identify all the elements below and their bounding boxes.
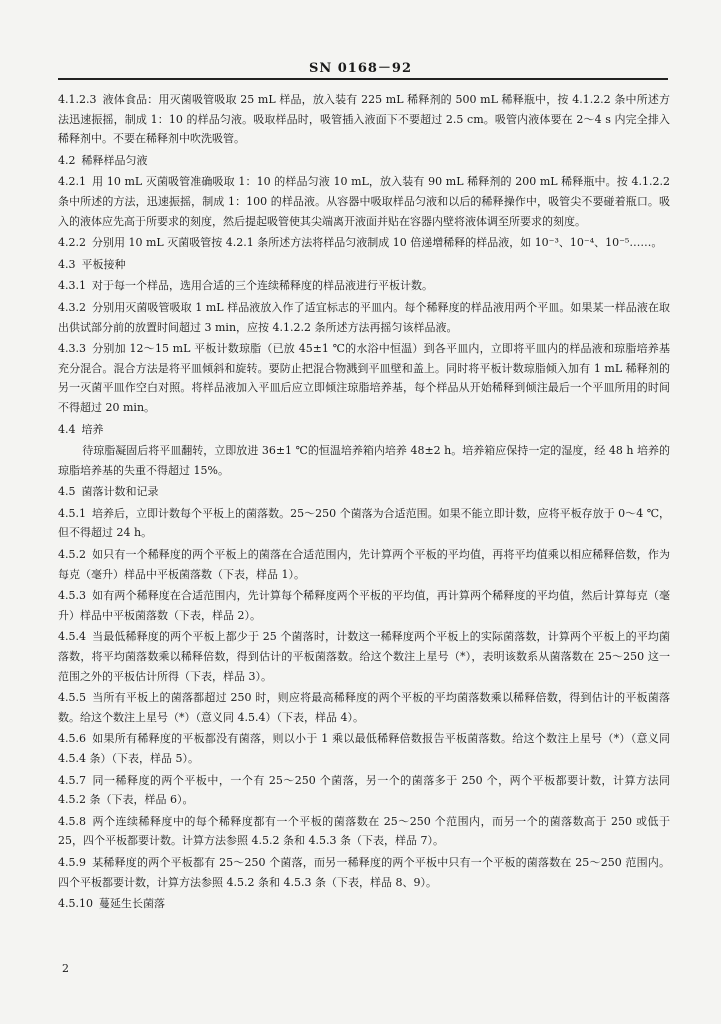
page-number: 2 (62, 962, 69, 975)
clause-number: 4.3.3 (58, 342, 86, 356)
clause-item (58, 90, 670, 149)
clause-number: 4.4 (58, 422, 76, 436)
section-heading (58, 482, 670, 502)
clause-text: 用 10 mL 灭菌吸管准确吸取 1：10 的样品匀液 10 mL，放入装有 90 mL 稀释剂的 200 mL 稀释瓶中。按 4.1.2.2 条中所述的方法，迅速振摇，制成 1：100 的样品液。从容器中吸取样品匀液和以后的稀释操作中，吸管尖不要碰着瓶口。吸入的液体应先高于所要求的刻度，然后提起吸管使其尖端离开液面并贴在容器内壁将液体调至所要求的刻度。 (58, 175, 670, 228)
clause-number: 4.1.2.3 (58, 93, 97, 106)
clause-item (58, 298, 670, 337)
clause-number: 4.3 (58, 257, 76, 271)
clause-item (58, 627, 670, 686)
clause-number: 4.5.6 (58, 732, 86, 746)
clause-text: 如有两个稀释度在合适范围内，先计算每个稀释度两个平板的平均值，再计算两个稀释度的平均值，然后计算每克（毫升）样品中平板菌落数（下表，样品 2）。 (58, 589, 670, 622)
section-heading (58, 255, 670, 275)
clause-text: 某稀释度的两个平板都有 25～250 个菌落，而另一稀释度的两个平板中只有一个平板的菌落数在 25～250 范围内。四个平板都要计数，计算方法参照 4.5.2 条和 4.5.3 条（下表，样品 8、9）。 (58, 855, 670, 889)
clause-number: 4.5.2 (58, 548, 86, 562)
standard-header: SN 0168－92 (308, 61, 413, 76)
clause-number: 4.2.1 (58, 175, 86, 189)
clause-text: 待琼脂凝固后将平皿翻转，立即放进 36±1 ℃的恒温培养箱内培养 48±2 h。培养箱应保持一定的湿度，经 48 h 培养的琼脂培养基的失重不得超过 15%。 (58, 444, 670, 477)
clause-text: 当所有平板上的菌落都超过 250 时，则应将最高稀释度的两个平板的平均菌落数乘以稀释倍数，得到估计的平板菌落数。给这个数注上星号（*）（意义同 4.5.4）（下表，样品 4）。 (58, 691, 670, 724)
clause-item (58, 586, 670, 625)
clause-item (58, 853, 670, 892)
paragraph (58, 441, 670, 480)
section-heading (58, 894, 670, 914)
clause-number: 4.5.1 (58, 506, 86, 520)
clause-number: 4.5.9 (58, 855, 86, 869)
section-heading (58, 151, 670, 171)
clause-item (58, 172, 670, 231)
clause-text: 分别加 12～15 mL 平板计数琼脂（已放 45±1 ℃的水浴中恒温）到各平皿内，立即将平皿内的样品液和琼脂培养基充分混合。混合方法是将平皿倾斜和旋转。要防止把混合物溅到平皿壁和盖上。同时将平板计数琼脂倾入加有 1 mL 稀释剂的另一灭菌平皿作空白对照。将样品液加入平皿后应立即倾注琼脂培养基，每个样品从开始稀释到倾注最后一个平皿所用的时间不得超过 20 min。 (58, 342, 670, 414)
clause-text: 如只有一个稀释度的两个平板上的菌落在合适范围内，先计算两个平板的平均值，再将平均值乘以相应稀释倍数，作为每克（毫升）样品中平板菌落数（下表，样品 1）。 (58, 548, 670, 581)
clause-text: 稀释样品匀液 (81, 153, 148, 167)
clause-number: 4.5.4 (58, 630, 86, 644)
clause-number: 4.2 (58, 153, 76, 167)
clause-text: 培养后，立即计数每个平板上的菌落数。25～250 个菌落为合适范围。如果不能立即计数，应将平板存放于 0～4 ℃，但不得超过 24 h。 (58, 506, 670, 540)
clause-text: 对于每一个样品，选用合适的三个连续稀释度的样品液进行平板计数。 (92, 279, 433, 293)
clause-item (58, 545, 670, 584)
clause-item (58, 504, 670, 543)
document-body (58, 90, 670, 916)
clause-text: 分别用 10 mL 灭菌吸管按 4.2.1 条所述方法将样品匀液制成 10 倍递增稀释的样品液，如 10⁻³、10⁻⁴、10⁻⁵……。 (92, 236, 663, 250)
clause-item (58, 771, 670, 810)
clause-text: 两个连续稀释度中的每个稀释度都有一个平板的菌落数在 25～250 个范围内，而另一个的菌落数高于 250 或低于 25，四个平板都要计数。计算方法参照 4.5.2 条和 4.5.3 条（下表，样品 7）。 (58, 814, 670, 848)
clause-number: 4.3.2 (58, 300, 86, 314)
clause-item (58, 276, 670, 296)
clause-item (58, 729, 670, 768)
clause-item (58, 688, 670, 727)
clause-text: 分别用灭菌吸管吸取 1 mL 样品液放入作了适宜标志的平皿内。每个稀释度的样品液用两个平皿。如果某一样品液在取出供试部分前的放置时间超过 3 min，应按 4.1.2.2 条所述方法再摇匀该样品液。 (58, 300, 670, 334)
clause-text: 同一稀释度的两个平板中，一个有 25～250 个菌落，另一个的菌落多于 250 个，两个平板都要计数，计算方法同 4.5.2 条（下表，样品 6）。 (58, 773, 670, 807)
clause-item (58, 339, 670, 417)
header-rule (58, 78, 668, 80)
clause-item (58, 233, 670, 253)
clause-text: 菌落计数和记录 (81, 485, 159, 499)
clause-number: 4.5.8 (58, 814, 86, 828)
clause-number: 4.5.10 (58, 897, 93, 911)
clause-number: 4.5.5 (58, 691, 86, 705)
clause-text: 蔓延生长菌落 (99, 897, 165, 911)
clause-number: 4.3.1 (58, 279, 86, 293)
clause-text: 液体食品：用灭菌吸管吸取 25 mL 样品，放入装有 225 mL 稀释剂的 500 mL 稀释瓶中，按 4.1.2.2 条中所述方法迅速振摇，制成 1：10 的样品匀液。吸取样品时，吸管插入液面下不要超过 2.5 cm。吸管内液体要在 2～4 s 内完全排入稀释剂中。不要在稀释剂中吹洗吸管。 (58, 93, 670, 146)
clause-number: 4.5 (58, 485, 76, 499)
clause-text: 培养 (81, 422, 104, 436)
clause-number: 4.5.7 (58, 773, 86, 787)
clause-text: 如果所有稀释度的平板都没有菌落，则以小于 1 乘以最低稀释倍数报告平板菌落数。给这个数注上星号（*）（意义同 4.5.4 条）（下表，样品 5）。 (58, 732, 670, 765)
section-heading (58, 420, 670, 440)
clause-text: 当最低稀释度的两个平板上都少于 25 个菌落时，计数这一稀释度两个平板上的实际菌落数，计算两个平板上的平均菌落数，将平均菌落数乘以稀释倍数，得到估计的平板菌落数。给这个数注上星号（*），表明该数系从菌落数在 25～250 这一范围之外的平板估计所得（下表，样品 3）。 (58, 630, 670, 683)
clause-number: 4.5.3 (58, 589, 86, 603)
clause-number: 4.2.2 (58, 236, 86, 250)
clause-item (58, 812, 670, 851)
clause-text: 平板接种 (81, 257, 126, 271)
